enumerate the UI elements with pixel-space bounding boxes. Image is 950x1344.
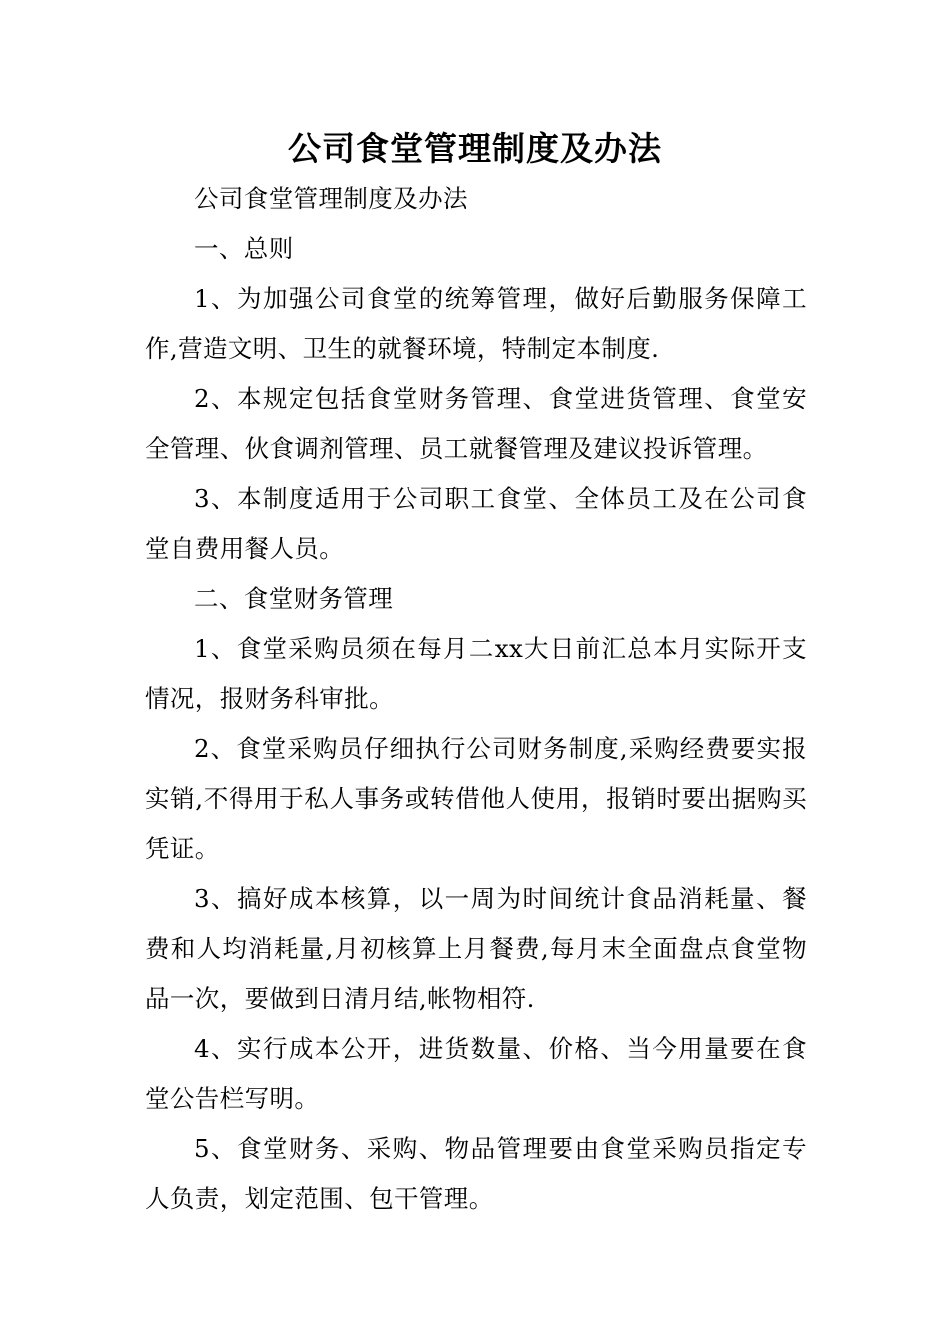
paragraph: 3、搞好成本核算，以一周为时间统计食品消耗量、餐费和人均消耗量,月初核算上月餐费,每月末全面盘点食堂物品一次，要做到日清月结,帐物相符. bbox=[145, 884, 807, 1013]
section-heading-finance: 二、食堂财务管理 bbox=[194, 584, 394, 613]
paragraph: 3、本制度适用于公司职工食堂、全体员工及在公司食堂自费用餐人员。 bbox=[145, 484, 807, 563]
paragraph-subtitle: 公司食堂管理制度及办法 bbox=[194, 184, 468, 213]
paragraph: 2、食堂采购员仔细执行公司财务制度,采购经费要实报实销,不得用于私人事务或转借他人使用，报销时要出据购买凭证。 bbox=[145, 734, 807, 863]
paragraph: 5、食堂财务、采购、物品管理要由食堂采购员指定专人负责，划定范围、包干管理。 bbox=[145, 1134, 807, 1213]
paragraph: 1、食堂采购员须在每月二xx大日前汇总本月实际开支情况，报财务科审批。 bbox=[145, 634, 807, 713]
document-body bbox=[145, 174, 807, 1224]
document-title: 公司食堂管理制度及办法 bbox=[288, 129, 662, 168]
paragraph: 2、本规定包括食堂财务管理、食堂进货管理、食堂安全管理、伙食调剂管理、员工就餐管理及建议投诉管理。 bbox=[145, 384, 807, 463]
section-heading-general: 一、总则 bbox=[194, 234, 294, 263]
paragraph: 4、实行成本公开，进货数量、价格、当今用量要在食堂公告栏写明。 bbox=[145, 1034, 807, 1113]
paragraph: 1、为加强公司食堂的统筹管理，做好后勤服务保障工作,营造文明、卫生的就餐环境，特制定本制度. bbox=[145, 284, 807, 363]
